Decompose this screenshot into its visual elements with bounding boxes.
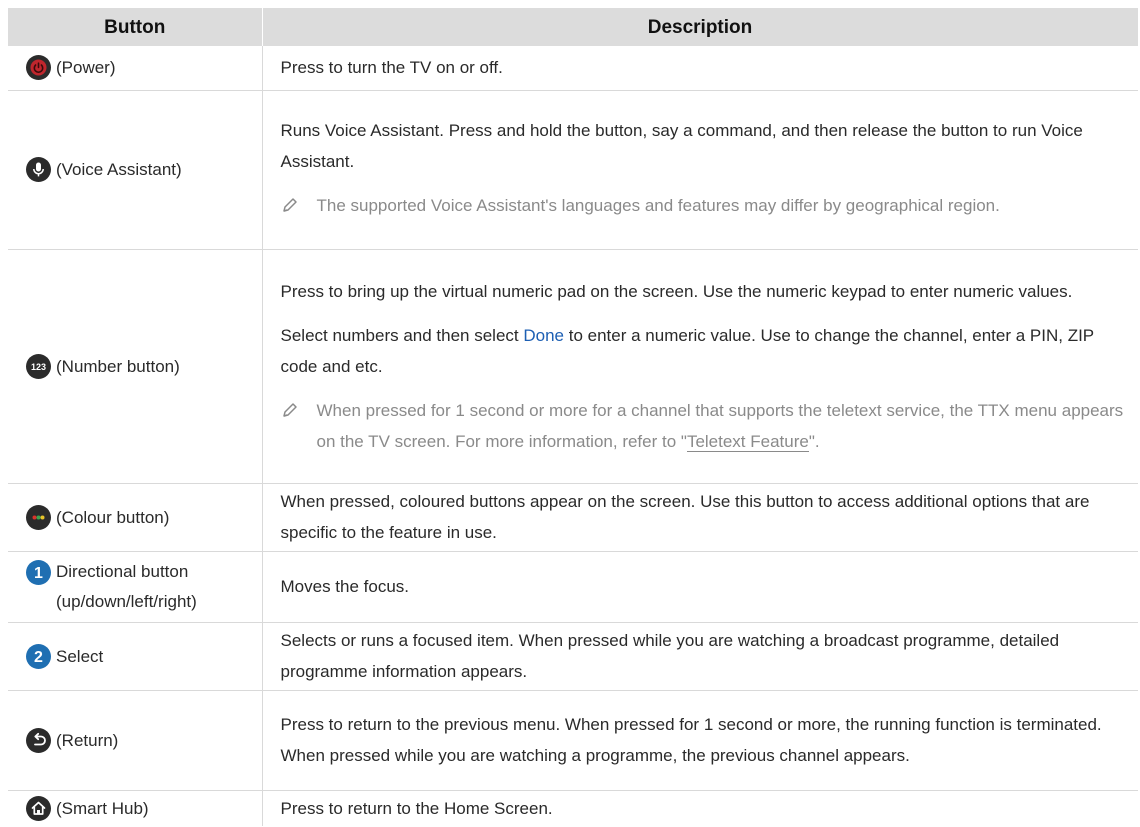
table-row <box>8 90 1138 249</box>
number-1-icon <box>26 560 51 585</box>
text-segment: Select numbers and then select <box>280 325 524 345</box>
home-icon <box>26 796 51 821</box>
description-cell <box>262 90 1138 249</box>
button-label: (Smart Hub) <box>56 798 149 818</box>
description-text: Runs Voice Assistant. Press and hold the button, say a command, and then release the button to run Voice Assistant. <box>280 121 1083 171</box>
table-row <box>8 249 1138 483</box>
description-text-2 <box>281 320 1131 382</box>
note <box>281 395 1131 457</box>
description-text: Press to bring up the virtual numeric pad on the screen. Use the numeric keypad to enter numeric values. <box>280 281 1073 301</box>
remote-button-table <box>8 8 1139 826</box>
description-text: Selects or runs a focused item. When pressed while you are watching a broadcast programme, detailed programme information appears. <box>280 631 1060 681</box>
table-row <box>8 790 1138 826</box>
svg-text:1: 1 <box>34 564 43 582</box>
description-cell <box>262 790 1138 826</box>
pencil-icon <box>281 190 303 224</box>
button-cell <box>8 622 262 690</box>
button-label: (Return) <box>56 730 119 750</box>
note <box>281 190 1131 224</box>
number-2-icon <box>26 644 51 669</box>
power-icon <box>26 55 51 80</box>
return-icon <box>26 728 51 753</box>
microphone-icon <box>26 157 51 182</box>
button-cell <box>8 483 262 551</box>
description-text: Press to return to the Home Screen. <box>280 798 553 818</box>
button-cell <box>8 790 262 826</box>
header-button: Button <box>8 8 262 46</box>
text-segment: ". <box>808 431 820 451</box>
button-cell <box>8 90 262 249</box>
header-description: Description <box>262 8 1138 46</box>
description-text: Press to turn the TV on or off. <box>280 58 503 78</box>
description-text: Press to return to the previous menu. When pressed for 1 second or more, the running function is terminated. When pressed while you are watching a programme, the previous channel appears. <box>280 715 1102 765</box>
table-row <box>8 551 1138 622</box>
description-cell <box>262 483 1138 551</box>
note-text: The supported Voice Assistant's languages and features may differ by geographical region. <box>316 196 1000 215</box>
description-cell <box>262 249 1138 483</box>
table-row <box>8 483 1138 551</box>
pencil-icon <box>281 395 303 457</box>
text-segment: When pressed for 1 second or more for a channel that supports the teletext service, the TTX menu appears on the TV screen. For more information, refer to " <box>316 400 1124 451</box>
teletext-feature-link[interactable]: Teletext Feature <box>686 431 809 451</box>
description-cell <box>262 46 1138 90</box>
table-row <box>8 46 1138 90</box>
button-label: (Power) <box>56 58 116 78</box>
svg-text:123: 123 <box>30 361 47 372</box>
button-cell <box>8 690 262 790</box>
button-label: (Colour button) <box>56 507 170 527</box>
description-cell <box>262 551 1138 622</box>
table-row <box>8 622 1138 690</box>
svg-text:2: 2 <box>34 648 43 666</box>
button-cell <box>8 46 262 90</box>
button-label: Directional button (up/down/left/right) <box>56 561 197 611</box>
text-segment: to enter a numeric value. Use to change the channel, enter a PIN, ZIP code and etc. <box>280 325 1094 376</box>
description-cell <box>262 690 1138 790</box>
button-cell <box>8 551 262 622</box>
button-label: (Voice Assistant) <box>56 160 182 179</box>
button-label: (Number button) <box>56 356 180 376</box>
button-label: Select <box>56 646 104 666</box>
table-row <box>8 690 1138 790</box>
note-text <box>317 395 1131 457</box>
description-cell <box>262 622 1138 690</box>
button-cell <box>8 249 262 483</box>
description-text: When pressed, coloured buttons appear on the screen. Use this button to access additional options that are specific to the feature in use. <box>280 492 1090 542</box>
number-123-icon <box>26 354 51 379</box>
description-text: Moves the focus. <box>280 577 410 596</box>
done-label: Done <box>523 325 565 345</box>
colour-button-icon <box>26 505 51 530</box>
table-header-row <box>8 8 1138 46</box>
